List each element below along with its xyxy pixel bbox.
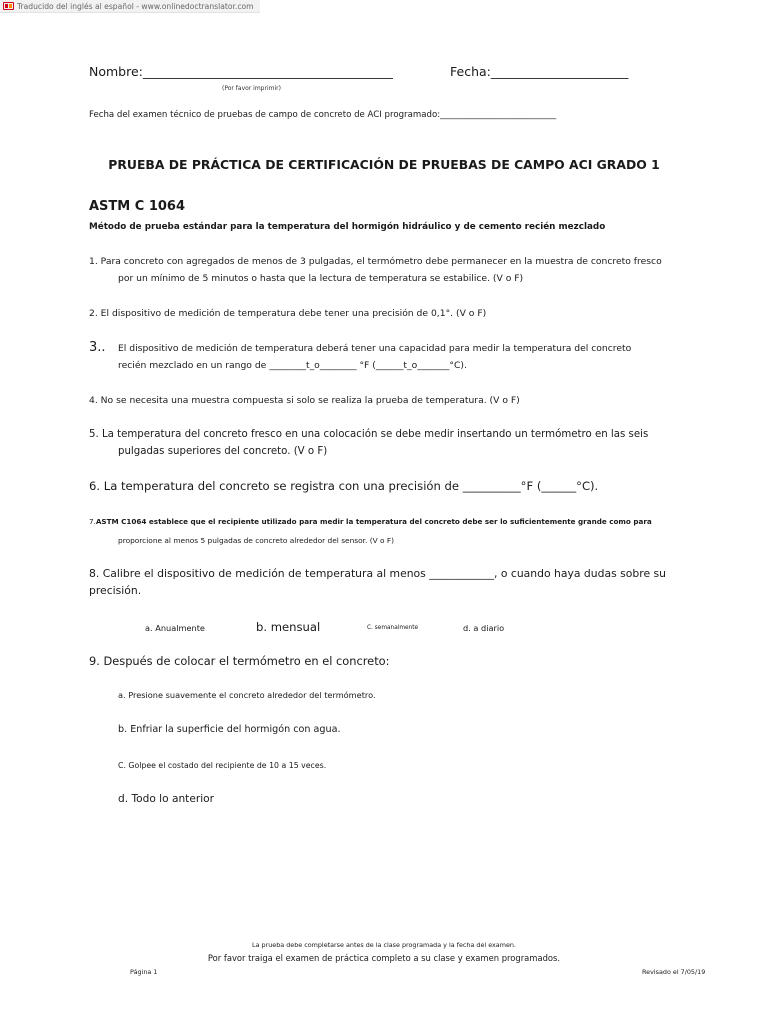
question-7-number: 7. [89, 517, 96, 526]
question-7-line-2: proporcione al menos 5 pulgadas de concreto alrededor del sensor. (V o F) [118, 536, 395, 545]
question-8-line-2: precisión. [89, 584, 142, 597]
question-4: 4. No se necesita una muestra compuesta si solo se realiza la prueba de temperatura. (V o F) [89, 395, 520, 406]
section-subtitle: Método de prueba estándar para la temperatura del hormigón hidráulico y de cemento recién mezclado [89, 222, 606, 232]
date-line: ______________________ [490, 64, 629, 79]
question-8-line-1: 8. Calibre el dispositivo de medición de temperatura al menos ____________, o cuando haya dudas sobre su [89, 567, 666, 580]
question-9: 9. Después de colocar el termómetro en el concreto: [89, 654, 390, 668]
question-1-line-1: 1. Para concreto con agregados de menos de 3 pulgadas, el termómetro debe permanecer en la muestra de concreto fresco [89, 256, 662, 267]
footer-note-1: La prueba debe completarse antes de la clase programada y la fecha del examen. [252, 941, 516, 949]
translator-banner-text[interactable]: Traducido del inglés al español - www.onlinedoctranslator.com [17, 1, 254, 11]
question-5-line-2: pulgadas superiores del concreto. (V o F) [118, 446, 328, 457]
translator-logo-icon [3, 2, 14, 10]
choice-a: a. Anualmente [145, 623, 205, 633]
question-5-line-1: 5. La temperatura del concreto fresco en una colocación se debe medir insertando un termómetro en las seis [89, 429, 649, 440]
name-line: ________________________________________ [142, 64, 393, 79]
name-label: Nombre: [89, 64, 143, 79]
question-9-option-c: C. Golpee el costado del recipiente de 10 a 15 veces. [118, 761, 327, 770]
question-6: 6. La temperatura del concreto se registra con una precisión de __________°F (______°C). [89, 479, 599, 493]
exam-date-line: Fecha del examen técnico de pruebas de campo de concreto de ACI programado:___________________________ [89, 110, 557, 120]
choice-d: d. a diario [463, 623, 505, 633]
choice-b: b. mensual [256, 620, 321, 634]
page-number: Página 1 [130, 968, 158, 976]
question-3-line-1: El dispositivo de medición de temperatura deberá tener una capacidad para medir la temperatura del concreto [118, 343, 632, 354]
choice-c: C. semanalmente [367, 625, 419, 631]
question-3-line-2: recién mezclado en un rango de ________t_o________ °F (______t_o_______°C). [118, 360, 467, 371]
question-7-line-1 [89, 517, 652, 526]
date-label: Fecha: [450, 64, 491, 79]
print-note: (Por favor imprimir) [222, 85, 281, 92]
question-9-option-d: d. Todo lo anterior [118, 793, 214, 805]
revision-date: Revisado el 7/05/19 [642, 968, 706, 976]
question-9-option-a: a. Presione suavemente el concreto alrededor del termómetro. [118, 690, 376, 700]
question-9-option-b: b. Enfriar la superficie del hormigón con agua. [118, 724, 341, 735]
question-7-text: ASTM C1064 establece que el recipiente utilizado para medir la temperatura del concreto debe ser lo suficientemente grande como para [95, 517, 652, 526]
translator-banner[interactable] [0, 0, 260, 13]
question-8-choices [0, 620, 768, 636]
question-3-number: 3.. [89, 340, 106, 355]
question-1-line-2: por un mínimo de 5 minutos o hasta que la lectura de temperatura se estabilice. (V o F) [118, 273, 524, 284]
question-2: 2. El dispositivo de medición de temperatura debe tener una precisión de 0,1°. (V o F) [89, 308, 487, 319]
page-title: PRUEBA DE PRÁCTICA DE CERTIFICACIÓN DE PRUEBAS DE CAMPO ACI GRADO 1 [108, 157, 660, 172]
date-field [450, 64, 628, 79]
name-field [89, 64, 393, 79]
footer-note-2: Por favor traiga el examen de práctica completo a su clase y examen programados. [207, 953, 561, 963]
section-heading: ASTM C 1064 [89, 199, 186, 214]
